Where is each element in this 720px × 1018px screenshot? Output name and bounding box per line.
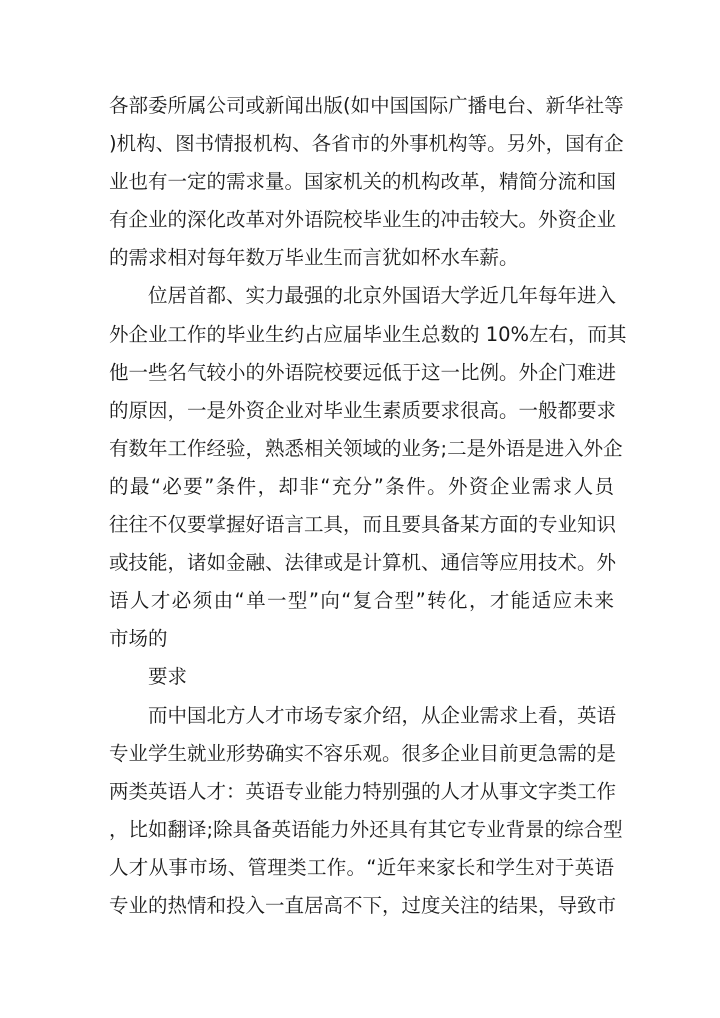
- text-line: )机构、图书情报机构、各省市的外事机构等。另外，国有企: [109, 132, 624, 156]
- text-line: 有企业的深化改革对外语院校毕业生的冲击较大。外资企业: [109, 208, 617, 232]
- text-line: 人才从事市场、管理类工作。“近年来家长和学生对于英语: [109, 855, 614, 879]
- text-line: 各部委所属公司或新闻出版(如中国国际广播电台、新华社等: [109, 94, 624, 117]
- text-line: 专业学生就业形势确实不容乐观。很多企业目前更急需的是: [109, 741, 617, 765]
- text-line: 的需求相对每年数万毕业生而言犹如杯水车薪。: [109, 246, 519, 270]
- text-line: 语人才必须由“单一型”向“复合型”转化，才能适应未来: [109, 589, 614, 613]
- text-line: 或技能，诸如金融、法律或是计算机、通信等应用技术。外: [109, 551, 617, 575]
- text-line: 而中国北方人才市场专家介绍，从企业需求上看，英语: [148, 703, 617, 727]
- text-line: 往往不仅要掌握好语言工具，而且要具备某方面的专业知识: [109, 513, 617, 537]
- text-line: 他一些名气较小的外语院校要远低于这一比例。外企门难进: [109, 360, 617, 384]
- text-line: 两类英语人才：英语专业能力特别强的人才从事文字类工作: [109, 779, 617, 803]
- text-line: 市场的: [109, 627, 168, 651]
- text-line: 的原因，一是外资企业对毕业生素质要求很高。一般都要求: [109, 398, 617, 422]
- text-line: 位居首都、实力最强的北京外国语大学近几年每年进入: [148, 284, 617, 308]
- text-line: 有数年工作经验，熟悉相关领域的业务;二是外语是进入外企: [109, 436, 623, 460]
- body-text: [109, 87, 627, 925]
- text-line: 业也有一定的需求量。国家机关的机构改革，精简分流和国: [109, 170, 617, 194]
- text-line: 外企业工作的毕业生约占应届毕业生总数的 10%左右，而其: [109, 322, 627, 346]
- text-line: 要求: [148, 665, 188, 689]
- text-line: ，比如翻译;除具备英语能力外还具有其它专业背景的综合型: [109, 817, 623, 841]
- text-line: 的最“必要”条件，却非“充分”条件。外资企业需求人员: [109, 474, 614, 498]
- text-line: 专业的热情和投入一直居高不下，过度关注的结果，导致市: [109, 893, 617, 917]
